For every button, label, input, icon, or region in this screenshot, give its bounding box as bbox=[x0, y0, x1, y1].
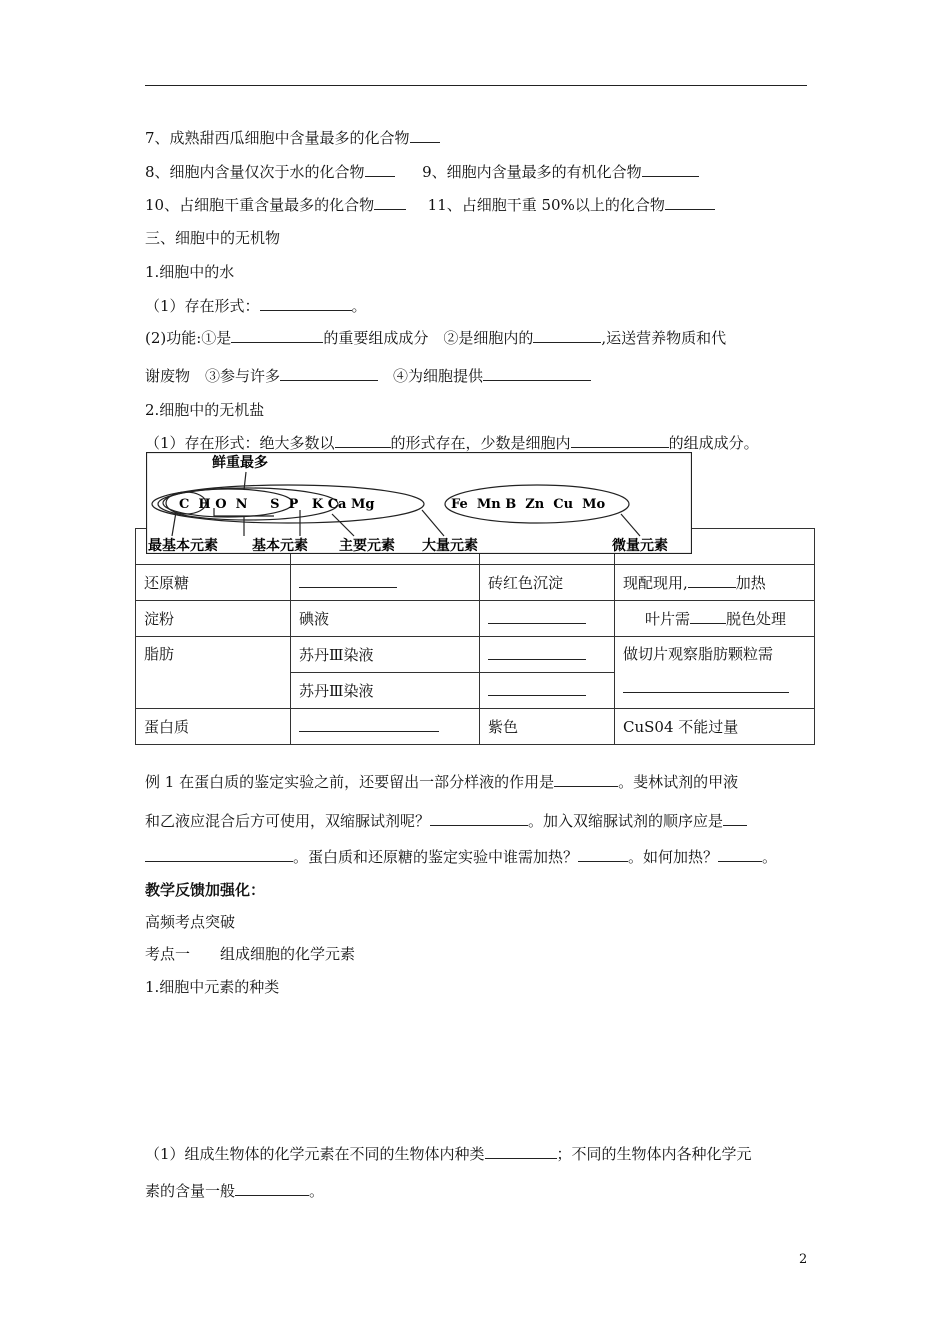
diagram-main-elements: C H O N S P K Ca Mg bbox=[179, 497, 375, 512]
table-row bbox=[136, 601, 815, 637]
water-function-cont: 谢废物 ③参与许多 ④为细胞提供 bbox=[145, 366, 591, 386]
element-diagram bbox=[146, 452, 692, 554]
answer-blank[interactable] bbox=[430, 811, 528, 826]
header-rule bbox=[145, 85, 807, 86]
water-function: (2)功能:①是 的重要组成成分 ②是细胞内的 ,运送营养物质和代 bbox=[145, 329, 727, 347]
label-trace: 微量元素 bbox=[612, 538, 668, 554]
answer-blank[interactable] bbox=[488, 645, 586, 660]
answer-blank[interactable] bbox=[260, 296, 352, 311]
label-basic-most: 最基本元素 bbox=[148, 538, 218, 554]
note-cell: 叶片需 脱色处理 bbox=[615, 601, 815, 637]
answer-blank[interactable] bbox=[235, 1181, 309, 1196]
diagram-top-label: 鲜重最多 bbox=[212, 455, 268, 471]
reagent-cell bbox=[291, 709, 480, 745]
answer-blank[interactable] bbox=[665, 195, 715, 210]
answer-blank[interactable] bbox=[623, 678, 789, 693]
example-line-3: 。蛋白质和还原糖的鉴定实验中谁需加热？ 。如何加热？ 。 bbox=[145, 847, 777, 867]
answer-blank[interactable] bbox=[299, 573, 397, 588]
label-main: 主要元素 bbox=[339, 538, 395, 554]
label-macro: 大量元素 bbox=[422, 538, 478, 554]
question-10-11: 10、占细胞干重含量最多的化合物 11、占细胞干重 50%以上的化合物 bbox=[145, 195, 715, 215]
answer-blank[interactable] bbox=[718, 847, 762, 862]
answer-blank[interactable] bbox=[485, 1144, 557, 1159]
answer-blank[interactable] bbox=[690, 609, 726, 624]
answer-blank[interactable] bbox=[578, 847, 628, 862]
feedback-question-line-2: 素的含量一般 。 bbox=[145, 1182, 325, 1200]
note-cell: CuS04 不能过量 bbox=[615, 709, 815, 745]
table-row bbox=[136, 637, 815, 673]
answer-blank[interactable] bbox=[335, 433, 391, 448]
example-line-1: 例 1 在蛋白质的鉴定实验之前，还要留出一部分样液的作用是 。斐林试剂的甲液 bbox=[145, 773, 739, 791]
feedback-point: 考点一 组成细胞的化学元素 bbox=[145, 945, 356, 963]
table-row bbox=[136, 565, 815, 601]
feedback-item-1: 1.细胞中元素的种类 bbox=[145, 978, 280, 996]
color-cell: 砖红色沉淀 bbox=[480, 565, 615, 601]
answer-blank[interactable] bbox=[723, 811, 747, 826]
question-7: 7、成熟甜西瓜细胞中含量最多的化合物 bbox=[145, 128, 440, 148]
page-number: 2 bbox=[799, 1252, 808, 1267]
water-title: 1.细胞中的水 bbox=[145, 263, 235, 281]
reagent-cell bbox=[291, 565, 480, 601]
answer-blank[interactable] bbox=[299, 717, 439, 732]
reagent-cell: 碘液 bbox=[291, 601, 480, 637]
table-row bbox=[136, 709, 815, 745]
answer-blank[interactable] bbox=[280, 366, 378, 381]
answer-blank[interactable] bbox=[571, 433, 669, 448]
color-cell bbox=[480, 601, 615, 637]
color-cell bbox=[480, 673, 615, 709]
substance-cell: 还原糖 bbox=[136, 565, 291, 601]
answer-blank[interactable] bbox=[374, 195, 406, 210]
color-cell bbox=[480, 637, 615, 673]
label-basic: 基本元素 bbox=[252, 538, 308, 554]
answer-blank[interactable] bbox=[533, 328, 601, 343]
question-8-9: 8、细胞内含量仅次于水的化合物 9、细胞内含量最多的有机化合物 bbox=[145, 162, 699, 182]
answer-blank[interactable] bbox=[488, 609, 586, 624]
section-heading: 三、细胞中的无机物 bbox=[145, 229, 281, 247]
answer-blank[interactable] bbox=[365, 162, 395, 177]
example-line-2: 和乙液应混合后方可使用，双缩脲试剂呢？ 。加入双缩脲试剂的顺序应是 bbox=[145, 811, 747, 831]
diagram-trace-elements: Fe Mn B Zn Cu Mo bbox=[451, 497, 606, 512]
substance-cell: 蛋白质 bbox=[136, 709, 291, 745]
answer-blank[interactable] bbox=[410, 128, 440, 143]
answer-blank[interactable] bbox=[642, 162, 699, 177]
substance-cell: 脂肪 bbox=[136, 637, 291, 709]
water-form: （1）存在形式： 。 bbox=[145, 297, 367, 315]
salt-form: （1）存在形式：绝大多数以 的形式存在，少数是细胞内 的组成成分。 bbox=[145, 434, 759, 452]
answer-blank[interactable] bbox=[145, 847, 293, 862]
color-cell: 紫色 bbox=[480, 709, 615, 745]
reagent-cell: 苏丹Ⅲ染液 bbox=[291, 637, 480, 673]
feedback-heading: 教学反馈加强化： bbox=[145, 881, 266, 899]
answer-blank[interactable] bbox=[483, 366, 591, 381]
answer-blank[interactable] bbox=[554, 772, 618, 787]
substance-cell: 淀粉 bbox=[136, 601, 291, 637]
reagent-cell: 苏丹Ⅲ染液 bbox=[291, 673, 480, 709]
feedback-sub: 高频考点突破 bbox=[145, 913, 236, 931]
answer-blank[interactable] bbox=[231, 328, 323, 343]
salt-title: 2.细胞中的无机盐 bbox=[145, 401, 265, 419]
feedback-question-line-1: （1）组成生物体的化学元素在不同的生物体内种类 ；不同的生物体内各种化学元 bbox=[145, 1145, 752, 1163]
note-cell: 做切片观察脂肪颗粒需 bbox=[615, 637, 815, 709]
note-cell: 现配现用, 加热 bbox=[615, 565, 815, 601]
answer-blank[interactable] bbox=[688, 573, 736, 588]
answer-blank[interactable] bbox=[488, 681, 586, 696]
identification-table bbox=[135, 528, 815, 745]
